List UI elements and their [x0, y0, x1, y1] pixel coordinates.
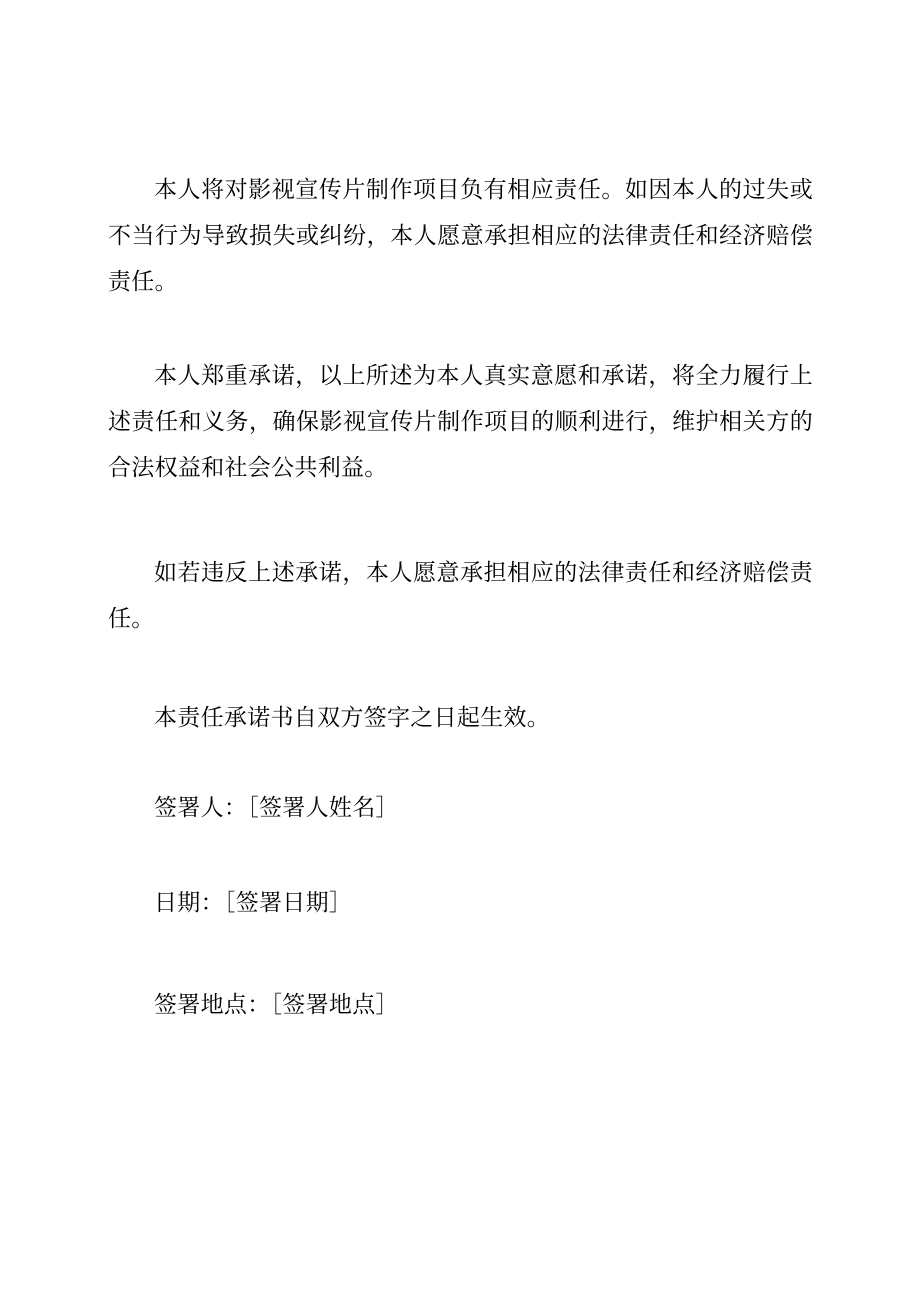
place-line: 签署地点：［签署地点］: [154, 992, 399, 1018]
violation-paragraph: 如若违反上述承诺，本人愿意承担相应的法律责任和经济赔偿责任。: [108, 560, 813, 632]
responsibility-paragraph: 本人将对影视宣传片制作项目负有相应责任。如因本人的过失或不当行为导致损失或纠纷，本人愿意承担相应的法律责任和经济赔偿责任。: [108, 177, 813, 295]
commitment-paragraph: 本人郑重承诺，以上所述为本人真实意愿和承诺，将全力履行上述责任和义务，确保影视宣传片制作项目的顺利进行，维护相关方的合法权益和社会公共利益。: [108, 363, 813, 481]
date-line: 日期：［签署日期］: [154, 890, 353, 916]
effective-paragraph: 本责任承诺书自双方签字之日起生效。: [154, 705, 551, 731]
signer-line: 签署人：［签署人姓名］: [154, 795, 399, 821]
